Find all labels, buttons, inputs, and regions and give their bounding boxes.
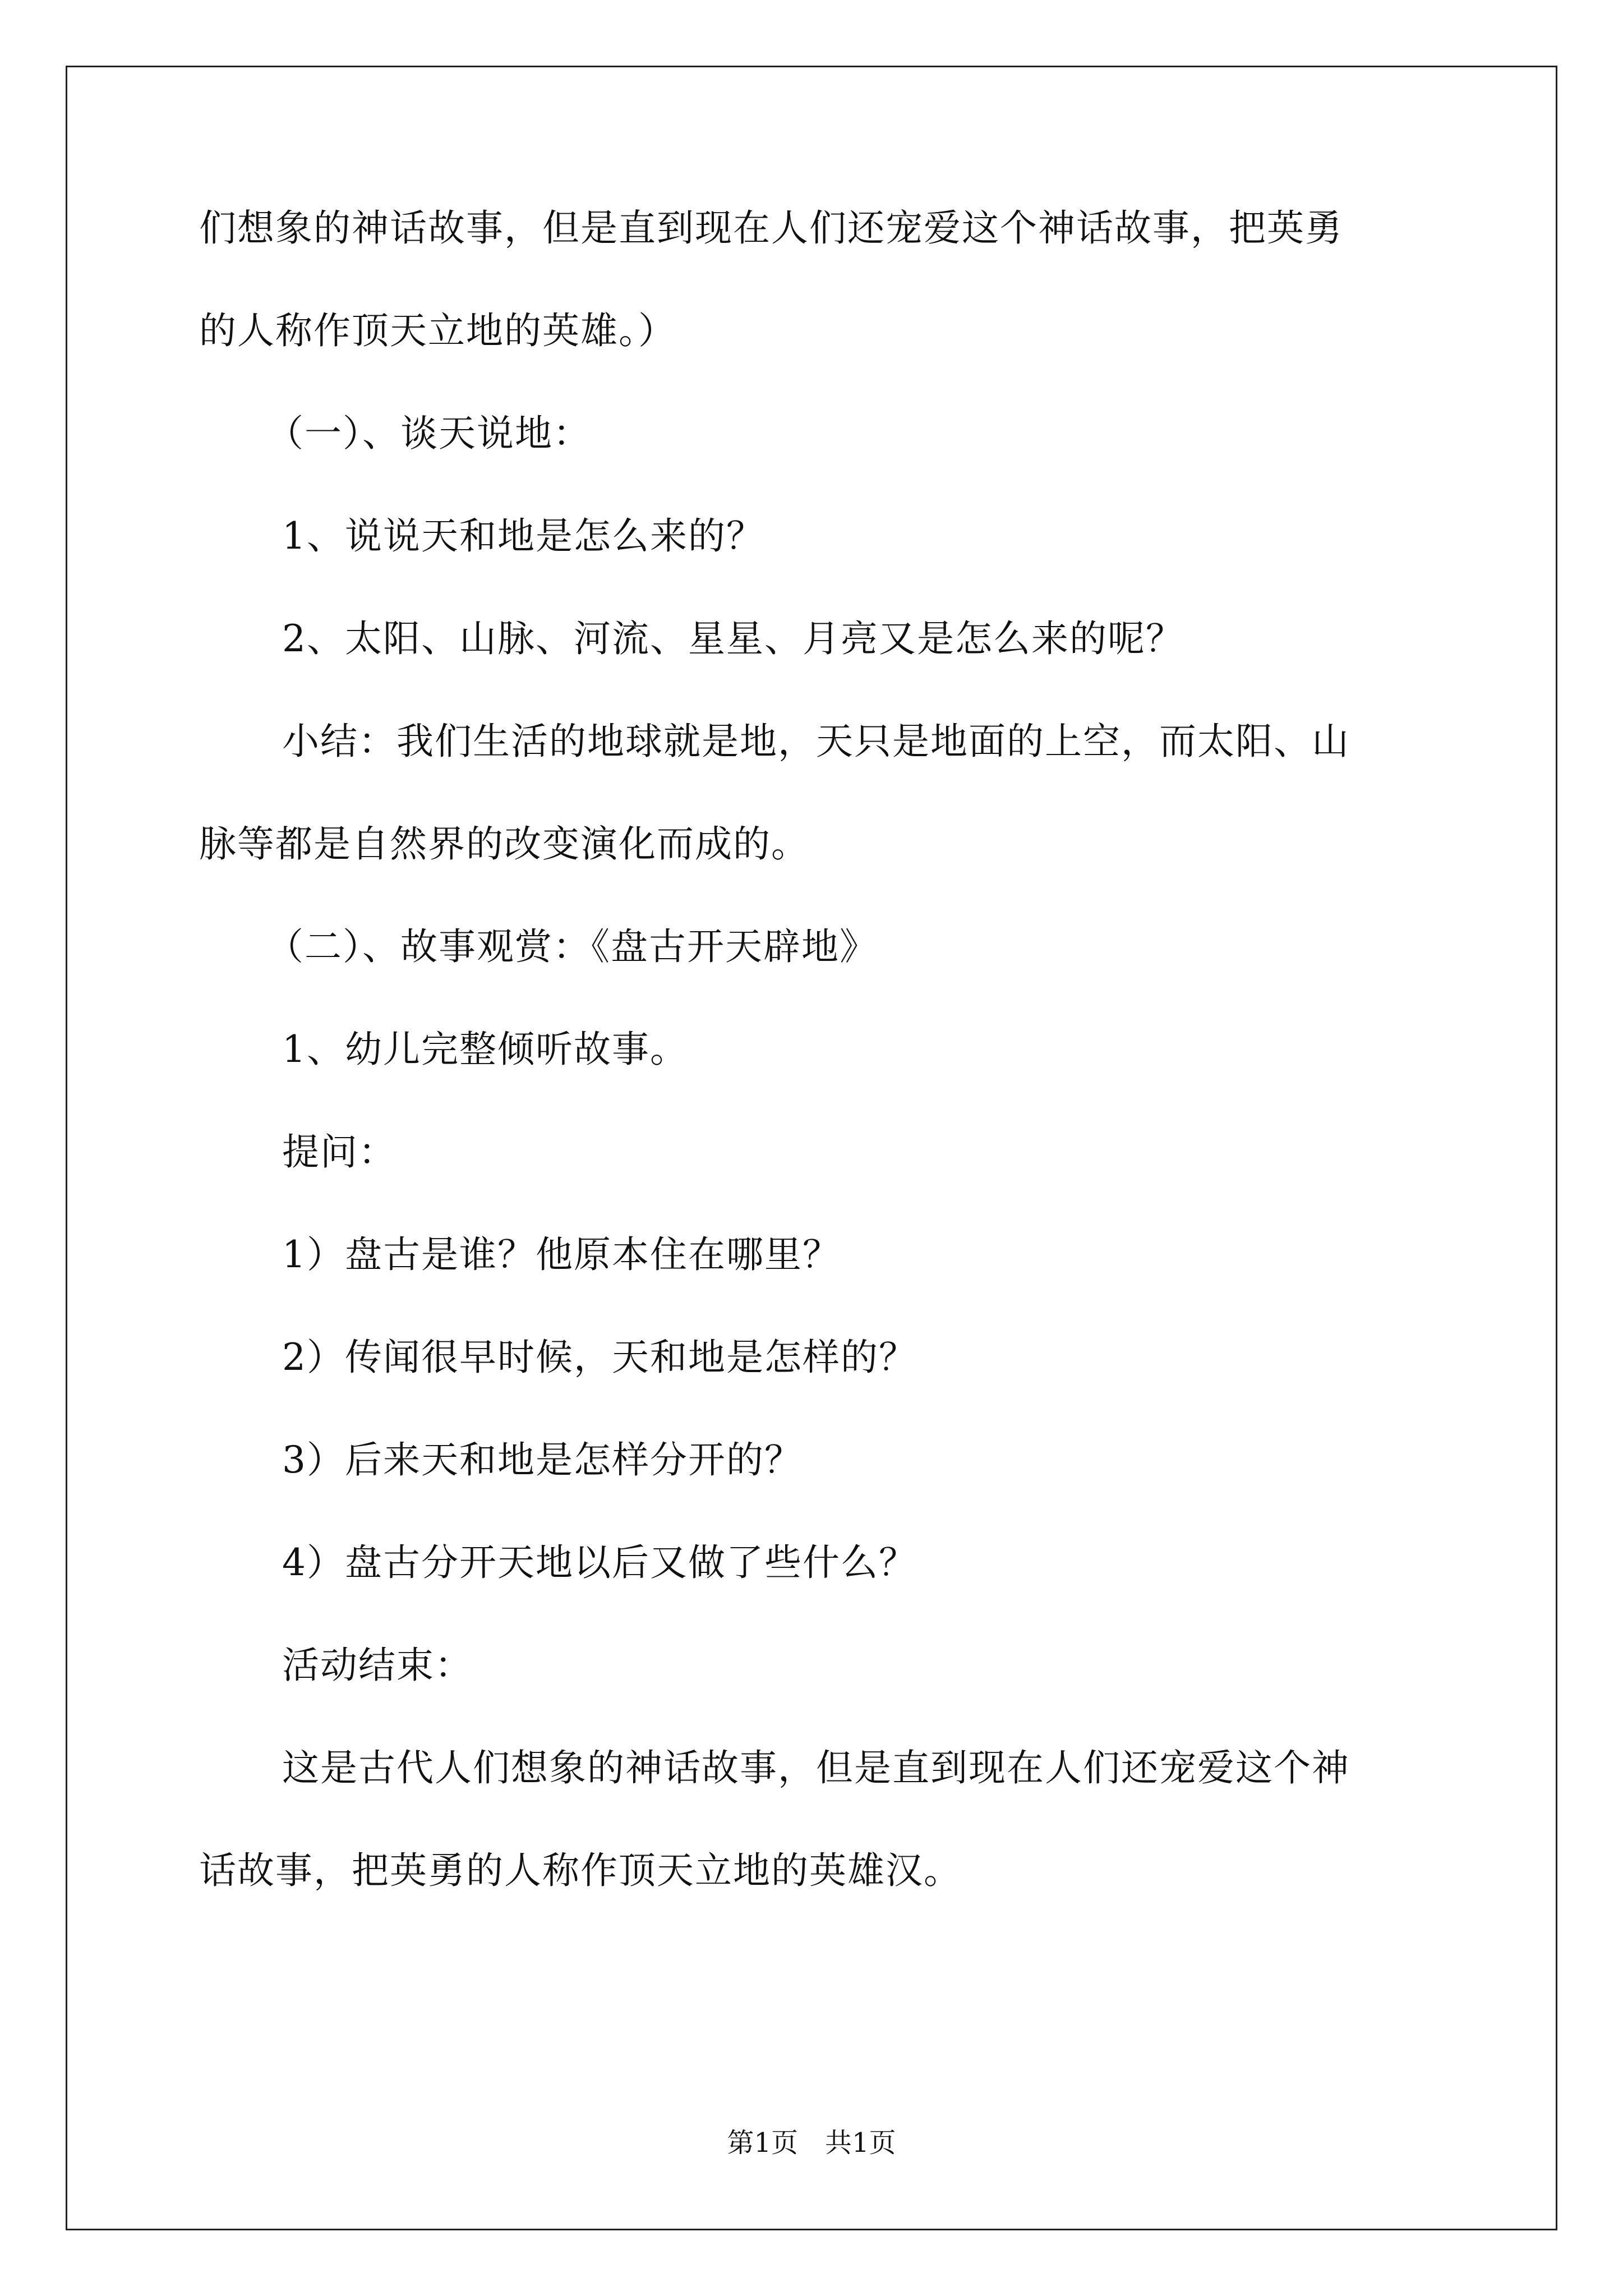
paragraph-line: 话故事，把英勇的人称作顶天立地的英雄汉。 [199, 1849, 962, 1892]
section-heading: （一）、谈天说地： [266, 412, 591, 455]
paragraph-line: 小结：我们生活的地球就是地，天只是地面的上空，而太阳、山 [282, 720, 1350, 763]
paragraph-line: 这是古代人们想象的神话故事，但是直到现在人们还宠爱这个神 [282, 1746, 1350, 1789]
page-number-footer: 第1页 共1页 [727, 2127, 896, 2159]
question-item: 1）盘古是谁？他原本住在哪里？ [282, 1233, 841, 1276]
section-heading: （二）、故事观赏：《盘古开天辟地》 [266, 925, 878, 968]
question-item: 2）传闻很早时候，天和地是怎样的？ [282, 1336, 917, 1379]
paragraph-line: 1、说说天和地是怎么来的？ [282, 514, 764, 558]
paragraph-line: 的人称作顶天立地的英雄。） [199, 309, 676, 352]
document-body [199, 202, 1433, 1947]
paragraph-line: 1、幼儿完整倾听故事。 [282, 1028, 688, 1071]
paragraph-line: 2、太阳、山脉、河流、星星、月亮又是怎么来的呢？ [282, 617, 1184, 660]
question-item: 3）后来天和地是怎样分开的？ [282, 1438, 803, 1481]
paragraph-line: 脉等都是自然界的改变演化而成的。 [199, 822, 809, 866]
paragraph-line: 提问： [282, 1130, 396, 1174]
paragraph-line: 活动结束： [282, 1644, 473, 1687]
paragraph-line: 们想象的神话故事，但是直到现在人们还宠爱这个神话故事，把英勇 [199, 206, 1343, 250]
question-item: 4）盘古分开天地以后又做了些什么？ [282, 1541, 917, 1584]
